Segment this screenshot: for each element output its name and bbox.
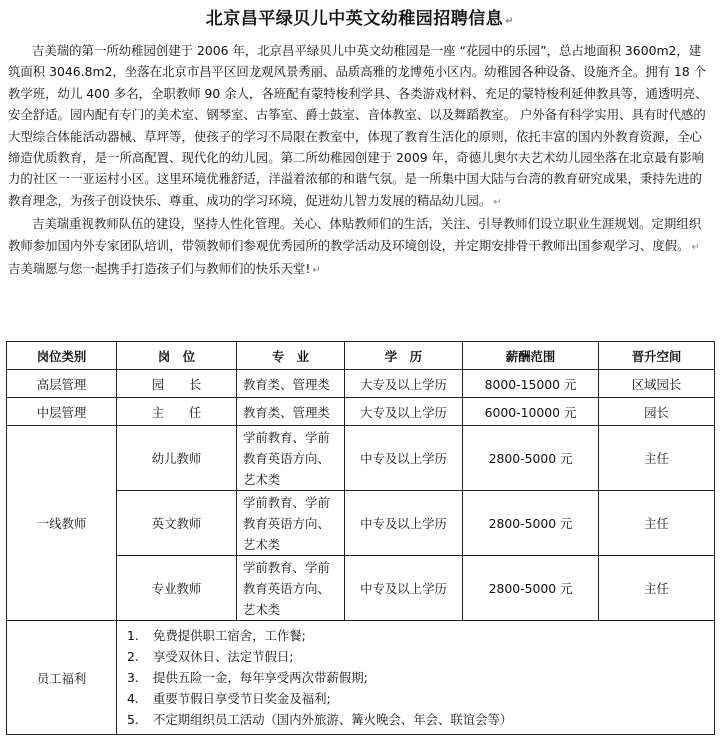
table-row bbox=[7, 370, 715, 398]
page-title bbox=[0, 4, 720, 29]
cell-salary: 2800-5000 元 bbox=[463, 556, 599, 621]
cell-salary: 2800-5000 元 bbox=[463, 491, 599, 556]
cell-promotion: 园长 bbox=[599, 398, 715, 426]
intro-paragraph-3: 吉美瑞愿与您一起携手打造孩子们与教师们的快乐天堂! ↵ bbox=[8, 261, 321, 277]
cell-position: 主 任 bbox=[117, 398, 237, 426]
recruitment-table bbox=[6, 341, 715, 735]
cell-promotion: 区域园长 bbox=[599, 370, 715, 398]
paragraph-mark-icon: ↵ bbox=[505, 16, 515, 27]
cell-major: 学前教育、学前 教育英语方向、 艺术类 bbox=[237, 426, 345, 491]
welfare-row bbox=[7, 621, 715, 735]
cell-salary: 8000-15000 元 bbox=[463, 370, 599, 398]
list-item: 4. 重要节假日享受节日奖金及福利; bbox=[127, 691, 331, 706]
header-category: 岗位类别 bbox=[7, 342, 117, 370]
paragraph-mark-icon: ↵ bbox=[493, 196, 502, 208]
table-header-row bbox=[7, 342, 715, 370]
intro-paragraph-1: 吉美瑞的第一所幼稚园创建于 2006 年，北京昌平绿贝儿中英文幼稚园是一座 “花园中的乐园”，总占地面积 3600m2，建筑面积 3046.8m2，坐落在北京市昌平区回龙观风景秀丽、品质高雅的龙博苑小区内。幼稚园各种设备、设施齐全。拥有 18 个教学班，幼儿 400 多名，全职教师 90 余人，各班配有蒙特梭利学具、各类游戏材料、充足的蒙特梭利延伸教具等，通透明亮、安全舒适。园内配有专门的美术室、钢琴室、古筝室、爵士鼓室、音体教室、以及舞蹈教室。 户外备有科学实用、具有时代感的大型综合体能活动器械、草坪等，使孩子的学习不局限在教室中，体现了教育生活化的原则，依托丰富的国内外教育资源，全心缔造优质教育，是一所高配置、现代化的幼儿园。第二所幼稚园创建于 2009 年，奇德儿奥尔夫艺术幼儿园坐落在北京最有影响力的社区一一亚运村小区。这里环境优雅舒适，洋溢着浓郁的和谐气氛。是一所集中国大陆与台湾的教育研究成果，秉持先进的教育理念，为孩子创设快乐、尊重、成功的学习环境，促进幼儿智力发展的精品幼儿园。 ↵ bbox=[8, 43, 708, 208]
intro-paragraph-2: 吉美瑞重视教师队伍的建设，坚持人性化管理。关心、体贴教师们的生活，关注、引导教师们设立职业生涯规划。定期组织教师参加国内外专家团队培训，带领教师们参观优秀园所的教学活动及环境创设，并定期安排骨干教师出国参观学习、度假。 ↵ bbox=[8, 216, 702, 253]
cell-education: 中专及以上学历 bbox=[345, 491, 463, 556]
cell-major: 教育类、管理类 bbox=[237, 398, 345, 426]
cell-category: 一线教师 bbox=[7, 426, 117, 621]
cell-category: 中层管理 bbox=[7, 398, 117, 426]
cell-category: 高层管理 bbox=[7, 370, 117, 398]
cell-promotion: 主任 bbox=[599, 426, 715, 491]
table-row bbox=[7, 398, 715, 426]
cell-major: 学前教育、学前 教育英语方向、 艺术类 bbox=[237, 491, 345, 556]
cell-education: 中专及以上学历 bbox=[345, 426, 463, 491]
header-salary: 薪酬范围 bbox=[463, 342, 599, 370]
cell-education: 大专及以上学历 bbox=[345, 398, 463, 426]
list-item: 3. 提供五险一金，每年享受两次带薪假期; bbox=[127, 670, 368, 685]
header-promotion: 晋升空间 bbox=[599, 342, 715, 370]
header-major: 专 业 bbox=[237, 342, 345, 370]
cell-education: 中专及以上学历 bbox=[345, 556, 463, 621]
header-education: 学 历 bbox=[345, 342, 463, 370]
cell-education: 大专及以上学历 bbox=[345, 370, 463, 398]
list-item: 5. 不定期组织员工活动（国内外旅游、篝火晚会、年会、联谊会等） bbox=[127, 712, 513, 727]
cell-promotion: 主任 bbox=[599, 491, 715, 556]
table-row bbox=[7, 426, 715, 491]
cell-position: 英文教师 bbox=[117, 491, 237, 556]
cell-position: 园 长 bbox=[117, 370, 237, 398]
welfare-list bbox=[117, 621, 715, 735]
cell-major: 学前教育、学前 教育英语方向、 艺术类 bbox=[237, 556, 345, 621]
cell-promotion: 主任 bbox=[599, 556, 715, 621]
welfare-label: 员工福利 bbox=[7, 621, 117, 735]
list-item: 2. 享受双休日、法定节假日; bbox=[127, 649, 294, 664]
paragraph-mark-icon: ↵ bbox=[312, 265, 321, 277]
header-position: 岗 位 bbox=[117, 342, 237, 370]
cell-position: 专业教师 bbox=[117, 556, 237, 621]
paragraph-mark-icon: ↵ bbox=[691, 241, 700, 253]
cell-major: 教育类、管理类 bbox=[237, 370, 345, 398]
list-item: 1. 免费提供职工宿舍，工作餐; bbox=[127, 628, 306, 643]
intro-section bbox=[8, 40, 712, 281]
title-text: 北京昌平绿贝儿中英文幼稚园招聘信息 bbox=[205, 9, 504, 29]
cell-salary: 6000-10000 元 bbox=[463, 398, 599, 426]
cell-salary: 2800-5000 元 bbox=[463, 426, 599, 491]
cell-position: 幼儿教师 bbox=[117, 426, 237, 491]
